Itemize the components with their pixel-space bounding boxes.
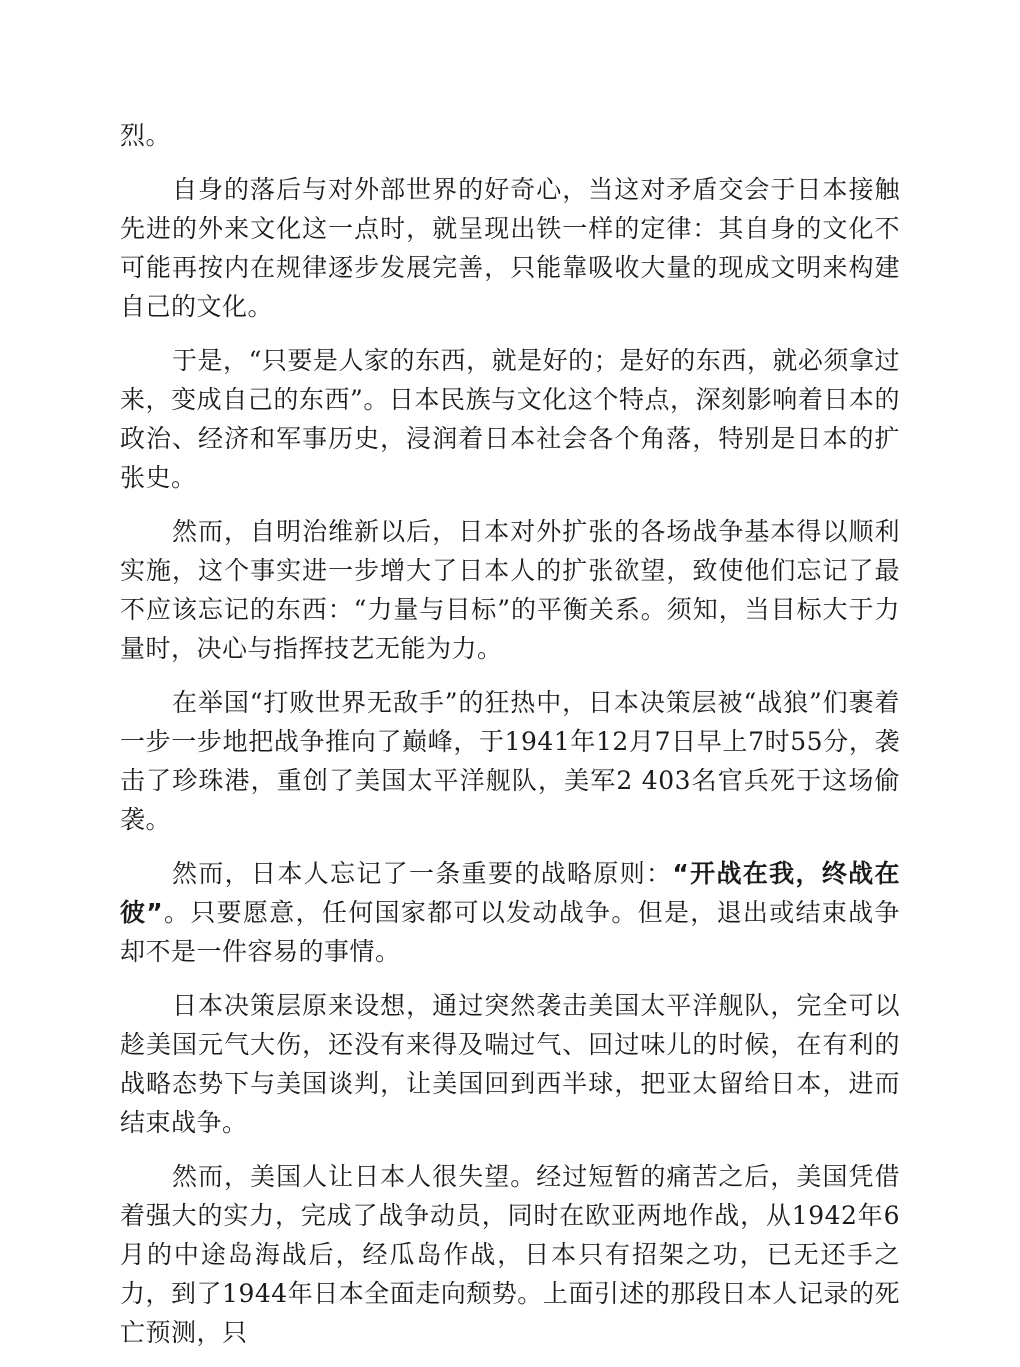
paragraph-original-plan: 日本决策层原来设想，通过突然袭击美国太平洋舰队，完全可以趁美国元气大伤，还没有来得及喘过气、回过味儿的时候，在有利的战略态势下与美国谈判，让美国回到西半球，把亚太留给日本，进而结束战争。: [120, 991, 900, 1137]
principle-after-text: 。只要愿意，任何国家都可以发动战争。但是，退出或结束战争却不是一件容易的事情。: [120, 898, 900, 966]
body-text: [120, 116, 900, 1367]
paragraph-american-response: 然而，美国人让日本人很失望。经过短暂的痛苦之后，美国凭借着强大的实力，完成了战争动员，同时在欧亚两地作战，从1942年6月的中途岛海战后，经瓜岛作战，日本只有招架之功，已无还手之力，到了1944年日本全面走向颓势。上面引述的那段日本人记录的死亡预测，只: [120, 1162, 900, 1347]
paragraph-borrowing-principle: 于是，“只要是人家的东西，就是好的；是好的东西，就必须拿过来，变成自己的东西”。日本民族与文化这个特点，深刻影响着日本的政治、经济和军事历史，浸润着日本社会各个角落，特别是日本的扩张史。: [120, 346, 900, 492]
paragraph-pearl-harbor: 在举国“打败世界无敌手”的狂热中，日本决策层被“战狼”们裹着一步一步地把战争推向了巅峰，于1941年12月7日早上7时55分，袭击了珍珠港，重创了美国太平洋舰队，美军2 403名官兵死于这场偷袭。: [120, 688, 900, 834]
principle-intro-text: 然而，日本人忘记了一条重要的战略原则：: [172, 859, 673, 888]
principle-bold-quote: “开战在我，终战在彼”: [120, 859, 900, 927]
paragraph-cultural-absorption: 自身的落后与对外部世界的好奇心，当这对矛盾交会于日本接触先进的外来文化这一点时，就呈现出铁一样的定律：其自身的文化不可能再按内在规律逐步发展完善，只能靠吸收大量的现成文明来构建自己的文化。: [120, 175, 900, 321]
paragraph-continuation: 烈。: [120, 121, 172, 150]
paragraph-strategic-principle: [120, 854, 900, 971]
paragraph-expansion-desire: 然而，自明治维新以后，日本对外扩张的各场战争基本得以顺利实施，这个事实进一步增大了日本人的扩张欲望，致使他们忘记了最不应该忘记的东西：“力量与目标”的平衡关系。须知，当目标大于力量时，决心与指挥技艺无能为力。: [120, 517, 900, 663]
